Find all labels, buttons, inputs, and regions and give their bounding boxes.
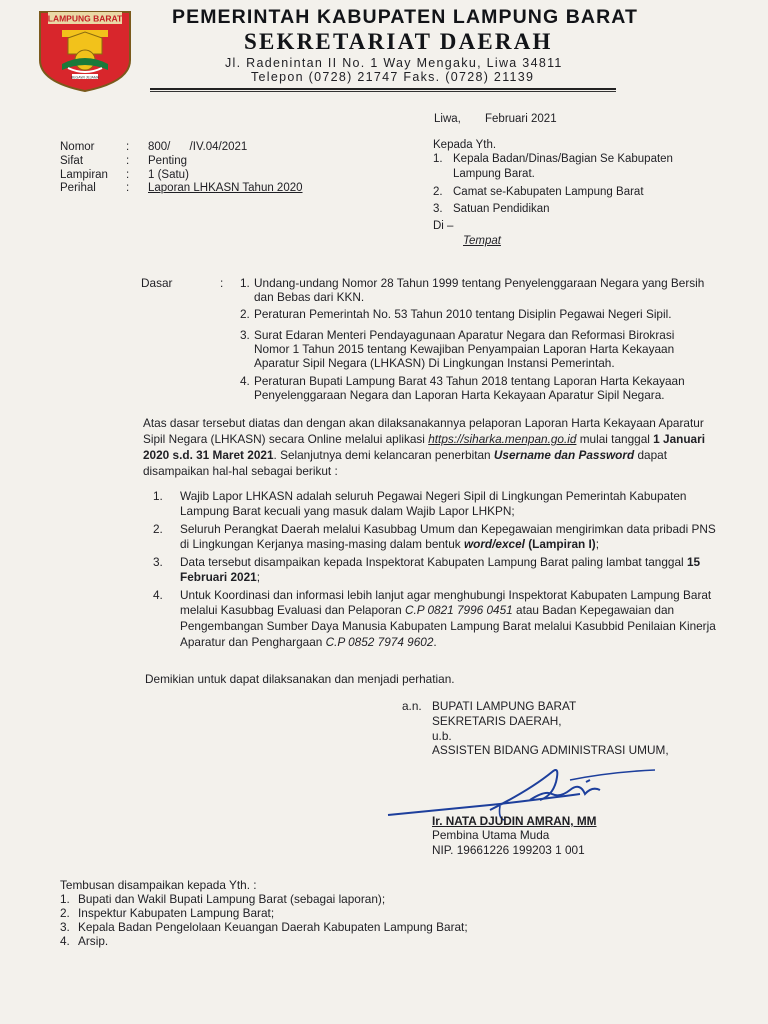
logo-text: LAMPUNG BARAT (47, 13, 123, 24)
intro-line: Atas dasar tersebut diatas dan dengan akan dilaksanakannya pelaporan Laporan Harta Kekayaan Aparatur (143, 416, 704, 430)
recipients-di: Di – (433, 220, 454, 232)
letterhead-government-name: PEMERINTAH KABUPATEN LAMPUNG BARAT (172, 6, 639, 28)
signature-line: ASSISTEN BIDANG ADMINISTRASI UMUM, (432, 743, 669, 757)
dasar-line: Peraturan Pemerintah No. 53 Tahun 2010 tentang Disiplin Pegawai Negeri Sipil. (254, 307, 672, 321)
recipient-num: 3. (433, 203, 443, 215)
tembusan-item: Inspektur Kabupaten Lampung Barat; (78, 906, 275, 920)
recipient-num: 2. (433, 186, 443, 198)
tembusan-item: Arsip. (78, 934, 109, 948)
tembusan-heading: Tembusan disampaikan kepada Yth. : (60, 878, 257, 892)
dasar-line: Nomor 1 Tahun 2015 tentang Kewajiban Penyampaian Laporan Harta Kekayaan (254, 342, 675, 356)
intro-line: 2020 s.d. 31 Maret 2021. Selanjutnya demi kelancaran penerbitan Username dan Password dapat (143, 448, 667, 462)
meta-label-perihal: Perihal (60, 182, 96, 194)
meta-sep: : (126, 141, 130, 153)
signature-line: SEKRETARIS DAERAH, (432, 714, 562, 728)
closing-sentence: Demikian untuk dapat dilaksanakan dan menjadi perhatian. (145, 672, 455, 686)
recipients-heading: Kepada Yth. (433, 139, 497, 151)
meta-label-sifat: Sifat (60, 155, 84, 167)
dasar-line: dan Bebas dari KKN. (254, 290, 365, 304)
letterhead-divider (150, 88, 616, 90)
intro-line: disampaikan hal-hal sebagai berikut : (143, 464, 338, 478)
tembusan-item: Bupati dan Wakil Bupati Lampung Barat (sebagai laporan); (78, 892, 386, 906)
letterhead-address: Jl. Radenintan II No. 1 Way Mengaku, Liwa 34811 (225, 56, 563, 70)
point-num: 2. (153, 522, 163, 536)
tembusan-num: 3. (60, 920, 70, 934)
point-line: Untuk Koordinasi dan informasi lebih lanjut agar menghubungi Inspektorat Kabupaten Lampung Barat (180, 588, 712, 602)
dasar-line: Aparatur Sipil Negara (LHKASN) Di Lingkungan Instansi Pemerintah. (254, 356, 615, 370)
meta-sep: : (126, 169, 130, 181)
signatory-name: Ir. NATA DJUDIN AMRAN, MM (432, 814, 597, 828)
letter-date: Februari 2021 (485, 113, 557, 125)
tembusan-num: 2. (60, 906, 70, 920)
point-line: Pengembangan Sumber Daya Manusia Kabupaten Lampung Barat melalui Kasubbid Penilaian Kinerja (180, 619, 716, 633)
svg-text:BEGAWI JEJAMA: BEGAWI JEJAMA (70, 75, 100, 80)
dasar-label: Dasar (141, 276, 173, 290)
signatory-nip: NIP. 19661226 199203 1 001 (432, 843, 585, 857)
meta-sep: : (126, 182, 130, 194)
point-line: Wajib Lapor LHKASN adalah seluruh Pegawai Negeri Sipil di Lingkungan Pemerintah Kabupaten (180, 489, 687, 503)
meta-sep: : (126, 155, 130, 167)
dasar-num: 3. (240, 328, 250, 342)
recipient-num: 1. (433, 153, 443, 165)
point-line: Lampung Barat kecuali yang masuk dalam Wajib Lapor LHKPN; (180, 504, 515, 518)
point-num: 4. (153, 588, 163, 602)
meta-value-perihal: Laporan LHKASN Tahun 2020 (148, 182, 303, 194)
signature-line: BUPATI LAMPUNG BARAT (432, 699, 577, 713)
point-line: Data tersebut disampaikan kepada Inspektorat Kabupaten Lampung Barat paling lambat tanggal 15 (180, 555, 701, 569)
tembusan-num: 1. (60, 892, 70, 906)
point-line: melalui Kasubbag Evaluasi dan Pelaporan C.P 0821 7996 0451 atau Badan Kepegawaian dan (180, 603, 675, 617)
letter-date-place: Liwa, (434, 113, 461, 125)
signature-an: a.n. (402, 699, 422, 713)
tembusan-item: Kepala Badan Pengelolaan Keuangan Daerah Kabupaten Lampung Barat; (78, 920, 468, 934)
dasar-line: Penyelenggaraan Negara dan Laporan Harta Kekayaan Aparatur Sipil Negara. (254, 388, 665, 402)
point-line: Februari 2021; (180, 570, 261, 584)
dasar-num: 2. (240, 307, 250, 321)
meta-value-nomor: 800/ /IV.04/2021 (148, 141, 248, 153)
recipient-line: Kepala Badan/Dinas/Bagian Se Kabupaten (453, 153, 673, 165)
point-num: 1. (153, 489, 163, 503)
dasar-num: 4. (240, 374, 250, 388)
point-line: Seluruh Perangkat Daerah melalui Kasubbag Umum dan Kepegawaian mengirimkan data pribadi PNS (180, 522, 716, 536)
regency-emblem-logo (34, 8, 136, 93)
point-line: di Lingkungan Kerjanya masing-masing dalam bentuk word/excel (Lampiran I); (180, 537, 600, 551)
letterhead-phone: Telepon (0728) 21747 Faks. (0728) 21139 (251, 70, 535, 84)
recipient-line: Lampung Barat. (453, 168, 535, 180)
letterhead-office-name: SEKRETARIAT DAERAH (244, 29, 553, 54)
signatory-rank: Pembina Utama Muda (432, 828, 550, 842)
dasar-line: Undang-undang Nomor 28 Tahun 1999 tentang Penyelenggaraan Negara yang Bersih (254, 276, 705, 290)
meta-label-nomor: Nomor (60, 141, 95, 153)
meta-label-lampiran: Lampiran (60, 169, 108, 181)
recipient-line: Camat se-Kabupaten Lampung Barat (453, 186, 644, 198)
dasar-sep: : (220, 276, 224, 290)
recipients-tempat: Tempat (463, 235, 501, 247)
signature-line: u.b. (432, 729, 452, 743)
intro-line: Sipil Negara (LHKASN) secara Online melalui aplikasi https://siharka.menpan.go.id mulai tanggal 1 Januari (143, 432, 705, 446)
tembusan-num: 4. (60, 934, 70, 948)
dasar-num: 1. (240, 276, 250, 290)
letterhead-divider-thin (150, 91, 616, 92)
point-line: Aparatur dan Penghargaan C.P 0852 7974 9602. (180, 635, 437, 649)
siharka-link[interactable]: https://siharka.menpan.go.id (428, 432, 577, 446)
dasar-line: Peraturan Bupati Lampung Barat 43 Tahun 2018 tentang Laporan Harta Kekayaan (254, 374, 685, 388)
meta-value-sifat: Penting (148, 155, 188, 167)
dasar-line: Surat Edaran Menteri Pendayagunaan Aparatur Negara dan Reformasi Birokrasi (254, 328, 675, 342)
meta-value-lampiran: 1 (Satu) (148, 169, 189, 181)
point-num: 3. (153, 555, 163, 569)
recipient-line: Satuan Pendidikan (453, 203, 550, 215)
